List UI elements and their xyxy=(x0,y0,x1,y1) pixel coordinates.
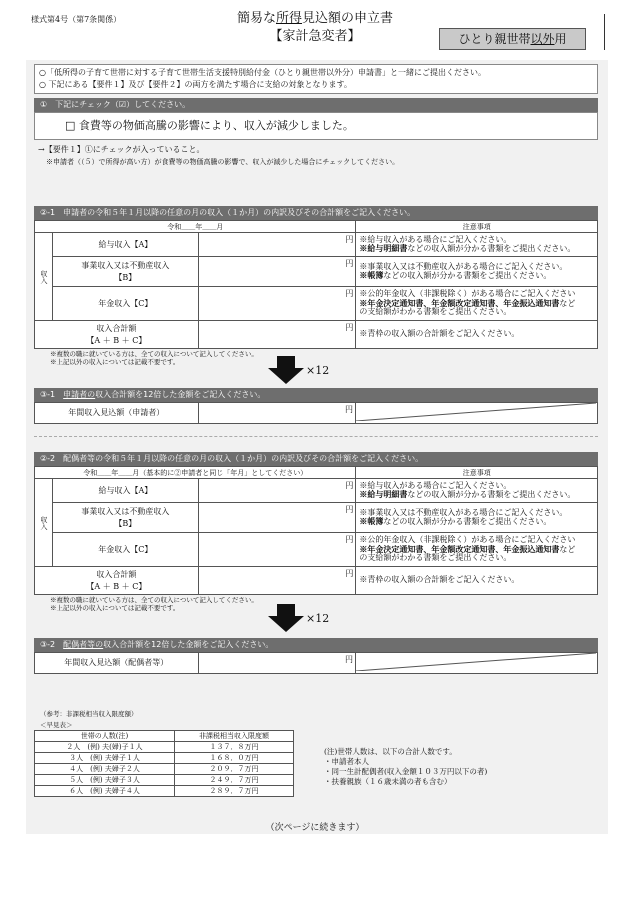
yen-unit: 円 xyxy=(344,655,353,664)
section-divider xyxy=(34,436,598,437)
notice-line-2: ○ 下記にある【要件１】及び【要件２】の両方を満たす場合に支給の対象となります。 xyxy=(39,80,352,89)
yen-unit: 円 xyxy=(345,569,354,578)
annual-income-applicant xyxy=(34,402,598,424)
down-arrow-icon xyxy=(268,356,304,384)
total-income-input[interactable] xyxy=(198,321,356,349)
table-cell: ２８９．７万円 xyxy=(175,786,294,797)
total-income-label: 収入合計額 【A ＋ B ＋ C】 xyxy=(35,321,199,349)
multiplier-label: ×12 xyxy=(306,363,330,377)
month-header: 令和＿＿年＿＿月（基本的に②申請者と同じ「年月」としてください） xyxy=(35,467,356,479)
crossed-cell xyxy=(355,653,597,674)
reference-subtitle: ＜早見表＞ xyxy=(40,721,73,729)
requirement1-subnote: ※申請者（（５）で所得が高い方）が食費等の物価高騰の影響で、収入が減少した場合にチェックしてください。 xyxy=(46,158,400,166)
table-cell: １６８．０万円 xyxy=(175,753,294,764)
business-income-note: ※事業収入又は不動産収入がある場合にご記入ください。 ※帳簿などの収入額が分かる書類をご提出ください。 xyxy=(356,503,598,533)
col-income-limit: 非課税相当収入限度額 xyxy=(175,731,294,742)
household-note-item: ・申請者本人 xyxy=(324,757,369,766)
income-side-label: 収入 xyxy=(35,233,53,321)
title-post: 見込額の申立書 xyxy=(302,11,394,26)
yen-unit: 円 xyxy=(345,505,354,514)
footnote-other-income: ※上記以外の収入については記載不要です。 xyxy=(50,358,180,366)
notes-header: 注意事項 xyxy=(356,467,598,479)
business-income-note: ※事業収入又は不動産収入がある場合にご記入ください。 ※帳簿などの収入額が分かる書類をご提出ください。 xyxy=(356,257,598,287)
footnote-multiple-jobs: ※複数の職に就いている方は、全ての収入について記入してください。 xyxy=(50,596,258,604)
table-cell: １３７．８万円 xyxy=(175,742,294,753)
annual-income-input[interactable] xyxy=(198,653,355,674)
badge-underlined: 以外 xyxy=(530,32,555,46)
multiply-arrow xyxy=(268,356,329,384)
table-cell: ４人 (例) 夫婦子２人 xyxy=(35,764,175,775)
pension-income-input[interactable] xyxy=(198,533,356,567)
salary-income-input[interactable] xyxy=(198,233,356,257)
reference-table xyxy=(34,730,294,797)
yen-unit: 円 xyxy=(345,323,354,332)
down-arrow-icon xyxy=(268,604,304,632)
salary-income-input[interactable] xyxy=(198,479,356,503)
pension-income-input[interactable] xyxy=(198,287,356,321)
business-income-label: 事業収入又は不動産収入 【B】 xyxy=(52,503,198,533)
pension-income-note: ※公的年金収入（非課税除く）がある場合にご記入ください ※年金決定通知書、年金額改定通知書、年金振込通知書など の支給額がわかる書類をご提出ください。 xyxy=(356,533,598,567)
yen-unit: 円 xyxy=(345,481,354,490)
table-cell: ２４９．７万円 xyxy=(175,775,294,786)
diagonal-line xyxy=(356,653,596,671)
salary-income-note: ※給与収入がある場合にご記入ください。 ※給与明細書などの収入額が分かる書類をご提出ください。 xyxy=(356,479,598,503)
salary-income-label: 給与収入【A】 xyxy=(52,479,198,503)
badge-pre: ひとり親世帯 xyxy=(458,32,531,46)
continue-note: （次ページに続きます） xyxy=(265,823,365,833)
pension-income-note: ※公的年金収入（非課税除く）がある場合にご記入ください ※年金決定通知書、年金額改定通知書、年金振込通知書など の支給額がわかる書類をご提出ください。 xyxy=(356,287,598,321)
income-side-label: 収入 xyxy=(35,479,53,567)
section3-1-header: ③-1 申請者の収入合計額を12倍した金額をご記入ください。 xyxy=(34,388,598,402)
footnote-other-income: ※上記以外の収入については記載不要です。 xyxy=(50,604,180,612)
notes-header: 注意事項 xyxy=(356,221,598,233)
page-subtitle: 【家計急変者】 xyxy=(269,29,361,44)
multiplier-label: ×12 xyxy=(306,611,330,625)
footnote-multiple-jobs: ※複数の職に就いている方は、全ての収入について記入してください。 xyxy=(50,350,258,358)
annual-income-input[interactable] xyxy=(198,403,355,424)
header-divider xyxy=(604,14,605,50)
pension-income-label: 年金収入【C】 xyxy=(52,533,198,567)
household-note-item: ・扶養親族（１６歳未満の者も含む） xyxy=(324,777,452,786)
section2-2-header: ②-2 配偶者等の令和５年１月以降の任意の月の収入（１か月）の内訳及びその合計額をご記入ください。 xyxy=(34,452,598,466)
yen-unit: 円 xyxy=(345,289,354,298)
section2-1-header: ②-1 申請者の令和５年１月以降の任意の月の収入（１か月）の内訳及びその合計額をご記入ください。 xyxy=(34,206,598,220)
table-cell: ６人 (例) 夫婦子４人 xyxy=(35,786,175,797)
total-income-label: 収入合計額 【A ＋ B ＋ C】 xyxy=(35,567,199,595)
income-table-applicant xyxy=(34,220,598,349)
table-cell: ３人 (例) 夫婦子１人 xyxy=(35,753,175,764)
notice-box xyxy=(34,64,598,94)
household-note-item: ・同一生計配偶者(収入金額１０３万円以下の者) xyxy=(324,767,488,776)
yen-unit: 円 xyxy=(345,259,354,268)
diagonal-line xyxy=(356,403,596,421)
col-household-size: 世帯の人数(注) xyxy=(35,731,175,742)
yen-unit: 円 xyxy=(344,405,353,414)
table-cell: ２人 (例) 夫(婦)子１人 xyxy=(35,742,175,753)
income-table-spouse xyxy=(34,466,598,595)
annual-income-label: 年間収入見込額（申請者） xyxy=(35,403,199,424)
total-income-note: ※青枠の収入額の合計額をご記入ください。 xyxy=(356,321,598,349)
household-note-title: (注)世帯人数は、以下の合計人数です。 xyxy=(324,747,457,756)
badge-post: 用 xyxy=(554,32,567,46)
notice-line-1: ○「低所得の子育て世帯に対する子育て世帯生活支援特別給付金（ひとり親世帯以外分）申請書」と一緒にご提出ください。 xyxy=(39,68,486,77)
title-underlined: 所得 xyxy=(275,11,302,26)
form-number: 様式第4号（第7条関係） xyxy=(31,15,122,24)
business-income-input[interactable] xyxy=(198,257,356,287)
crossed-cell xyxy=(355,403,597,424)
price-hike-checkbox[interactable]: □ 食費等の物価高騰の影響により、収入が減少しました。 xyxy=(34,112,598,140)
annual-income-spouse xyxy=(34,652,598,674)
household-type-badge xyxy=(439,28,586,50)
total-income-input[interactable] xyxy=(198,567,356,595)
household-note xyxy=(324,747,487,787)
section3-2-header: ③-2 配偶者等の収入合計額を12倍した金額をご記入ください。 xyxy=(34,638,598,652)
business-income-input[interactable] xyxy=(198,503,356,533)
section1-header: ① 下記にチェック（☑）してください。 xyxy=(34,98,598,112)
requirement1-note: →【要件１】①にチェックが入っていること。 xyxy=(38,145,205,154)
title-pre: 簡易な xyxy=(236,11,276,26)
table-cell: ２０９．７万円 xyxy=(175,764,294,775)
salary-income-label: 給与収入【A】 xyxy=(52,233,198,257)
month-header: 令和＿＿年＿＿月 xyxy=(35,221,356,233)
reference-title: （参考：非課税相当収入限度額） xyxy=(40,710,138,718)
yen-unit: 円 xyxy=(345,235,354,244)
multiply-arrow xyxy=(268,604,329,632)
total-income-note: ※青枠の収入額の合計額をご記入ください。 xyxy=(356,567,598,595)
business-income-label: 事業収入又は不動産収入 【B】 xyxy=(52,257,198,287)
pension-income-label: 年金収入【C】 xyxy=(52,287,198,321)
salary-income-note: ※給与収入がある場合にご記入ください。 ※給与明細書などの収入額が分かる書類をご提出ください。 xyxy=(356,233,598,257)
annual-income-label: 年間収入見込額（配偶者等） xyxy=(35,653,199,674)
yen-unit: 円 xyxy=(345,535,354,544)
table-cell: ５人 (例) 夫婦子３人 xyxy=(35,775,175,786)
